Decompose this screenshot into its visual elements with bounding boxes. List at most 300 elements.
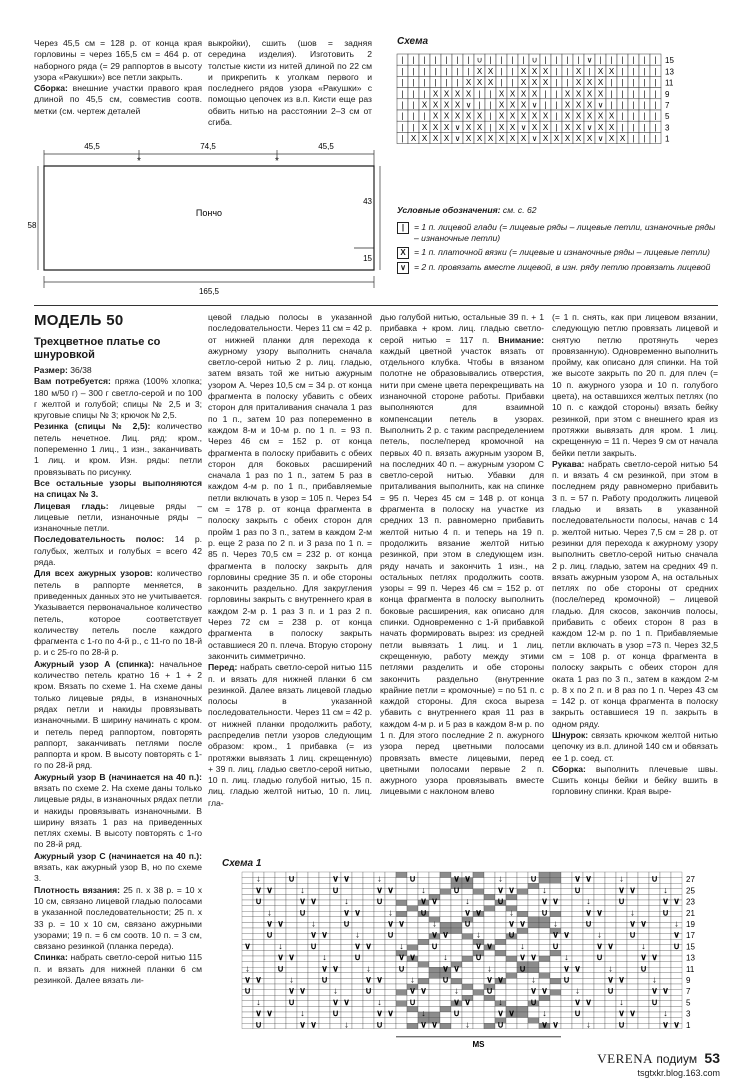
scheme1-symbol: ∨ bbox=[420, 1019, 427, 1030]
scheme1-cell bbox=[539, 928, 550, 934]
scheme1-cell bbox=[319, 945, 330, 951]
scheme1-cell bbox=[583, 1006, 594, 1012]
scheme1-cell bbox=[517, 894, 528, 900]
scheme-symbol: | bbox=[478, 89, 481, 99]
scheme-symbol: | bbox=[401, 134, 404, 144]
scheme1-cell bbox=[561, 1018, 572, 1024]
scheme1-cell bbox=[451, 978, 462, 984]
scheme1-cell bbox=[264, 1001, 275, 1007]
scheme1-cell bbox=[550, 956, 561, 962]
scheme-symbol: X bbox=[498, 89, 505, 99]
scheme1-cell bbox=[407, 906, 418, 912]
scheme1-cell bbox=[352, 1012, 363, 1018]
scheme1-cell bbox=[462, 945, 473, 951]
scheme1-cell bbox=[627, 962, 638, 968]
scheme1-symbol: ↓ bbox=[520, 940, 525, 951]
scheme1-cell bbox=[627, 990, 638, 996]
scheme-symbol: | bbox=[401, 89, 404, 99]
scheme1-cell bbox=[572, 928, 583, 934]
scheme1-symbol: ∨ bbox=[277, 918, 284, 929]
scheme1-cell bbox=[616, 950, 627, 956]
scheme1-cell bbox=[352, 894, 363, 900]
scheme1-cell bbox=[264, 1018, 275, 1024]
scheme1-symbol: ∨ bbox=[431, 929, 438, 940]
scheme-symbol: X bbox=[575, 100, 582, 110]
scheme1-cell bbox=[484, 883, 495, 889]
scheme1-cell bbox=[671, 1001, 682, 1007]
scheme-symbol: X bbox=[476, 134, 483, 144]
scheme1-cell bbox=[506, 967, 517, 973]
scheme1-symbol: ∪ bbox=[398, 963, 405, 974]
scheme1-cell bbox=[660, 973, 671, 979]
scheme1-cell bbox=[671, 950, 682, 956]
scheme1-symbol: ∨ bbox=[640, 952, 647, 963]
scheme1-cell bbox=[594, 967, 605, 973]
page-footer bbox=[540, 1050, 720, 1067]
scheme1-cell bbox=[275, 990, 286, 996]
scheme1-cell bbox=[253, 990, 264, 996]
scheme1-cell bbox=[242, 956, 253, 962]
scheme1-cell bbox=[517, 889, 528, 895]
scheme1-cell bbox=[440, 883, 451, 889]
scheme-symbol: X bbox=[443, 134, 450, 144]
scheme1-cell bbox=[407, 1006, 418, 1012]
scheme1-cell bbox=[605, 878, 616, 884]
scheme1-cell bbox=[286, 911, 297, 917]
scheme1-symbol: ↓ bbox=[454, 985, 459, 996]
scheme1-cell bbox=[440, 1012, 451, 1018]
scheme-symbol: | bbox=[654, 100, 657, 110]
scheme1-cell bbox=[561, 1001, 572, 1007]
scheme1-cell bbox=[418, 928, 429, 934]
scheme1-cell bbox=[242, 1006, 253, 1012]
scheme-symbol: X bbox=[454, 111, 461, 121]
scheme-symbol: X bbox=[509, 122, 516, 132]
scheme1-cell bbox=[440, 1001, 451, 1007]
scheme-symbol: X bbox=[509, 89, 516, 99]
scheme1-cell bbox=[385, 995, 396, 1001]
scheme1-cell bbox=[517, 1012, 528, 1018]
scheme1-symbol: ∪ bbox=[387, 929, 394, 940]
scheme1-cell bbox=[352, 990, 363, 996]
scheme1-cell bbox=[473, 995, 484, 1001]
scheme1-cell bbox=[286, 906, 297, 912]
scheme1-cell bbox=[319, 1001, 330, 1007]
scheme1-cell bbox=[242, 900, 253, 906]
scheme1-cell bbox=[253, 928, 264, 934]
scheme-symbol: X bbox=[575, 78, 582, 88]
scheme1-symbol: ∨ bbox=[343, 996, 350, 1007]
scheme1-cell bbox=[462, 956, 473, 962]
scheme-symbol: ∨ bbox=[454, 134, 461, 144]
scheme1-cell bbox=[616, 928, 627, 934]
scheme1-cell bbox=[242, 872, 253, 878]
scheme-symbol: | bbox=[434, 78, 437, 88]
paragraph bbox=[552, 459, 718, 730]
scheme1-cell bbox=[396, 978, 407, 984]
scheme-symbol: | bbox=[643, 78, 646, 88]
scheme1-cell bbox=[473, 1018, 484, 1024]
scheme1-cell bbox=[264, 956, 275, 962]
text-span: выполнить плечевые швы. Сшить концы бейки и бейку вшить в горловину спинки. Края выре- bbox=[552, 763, 718, 797]
scheme1-symbol: ∪ bbox=[365, 985, 372, 996]
scheme-symbol: | bbox=[621, 66, 624, 76]
scheme-symbol: X bbox=[542, 111, 549, 121]
scheme1-cell bbox=[638, 984, 649, 990]
scheme1-cell bbox=[550, 990, 561, 996]
scheme1-cell bbox=[396, 878, 407, 884]
scheme-symbol: X bbox=[564, 111, 571, 121]
scheme1-cell bbox=[330, 917, 341, 923]
scheme1-cell bbox=[275, 1018, 286, 1024]
scheme1-cell bbox=[264, 939, 275, 945]
scheme1-symbol: ∪ bbox=[464, 918, 471, 929]
dim-top-left: 45,5 bbox=[84, 142, 100, 151]
scheme1-cell bbox=[638, 934, 649, 940]
scheme-symbol: X bbox=[586, 111, 593, 121]
scheme1-cell bbox=[341, 956, 352, 962]
scheme1-cell bbox=[341, 945, 352, 951]
scheme-symbol: | bbox=[654, 66, 657, 76]
scheme1-cell bbox=[341, 934, 352, 940]
scheme1-cell bbox=[385, 1018, 396, 1024]
scheme1-cell bbox=[528, 883, 539, 889]
scheme1-cell bbox=[605, 917, 616, 923]
row-number: 7 bbox=[665, 101, 670, 110]
scheme1-cell bbox=[341, 990, 352, 996]
scheme1-cell bbox=[275, 1006, 286, 1012]
scheme1-symbol: ∨ bbox=[431, 1019, 438, 1030]
scheme1-cell bbox=[330, 906, 341, 912]
scheme1-cell bbox=[671, 973, 682, 979]
scheme1-symbol: ∨ bbox=[662, 1019, 669, 1030]
scheme1-cell bbox=[561, 1012, 572, 1018]
scheme1-cell bbox=[495, 990, 506, 996]
scheme1-symbol: ↓ bbox=[256, 996, 261, 1007]
scheme1-cell bbox=[528, 917, 539, 923]
scheme1-cell bbox=[396, 1018, 407, 1024]
scheme1-cell bbox=[341, 1012, 352, 1018]
scheme1-cell bbox=[308, 911, 319, 917]
scheme1-symbol: ∪ bbox=[332, 884, 339, 895]
scheme1-cell bbox=[308, 973, 319, 979]
scheme1-cell bbox=[627, 939, 638, 945]
model-number: МОДЕЛЬ 50 bbox=[34, 312, 124, 329]
scheme1-cell bbox=[363, 900, 374, 906]
scheme-symbol: | bbox=[654, 89, 657, 99]
scheme1-symbol: ∨ bbox=[563, 963, 570, 974]
scheme1-cell bbox=[506, 945, 517, 951]
scheme1-cell bbox=[649, 928, 660, 934]
scheme1-symbol: ∨ bbox=[321, 929, 328, 940]
paragraph bbox=[34, 851, 202, 885]
scheme1-cell bbox=[264, 978, 275, 984]
scheme1-cell bbox=[528, 911, 539, 917]
scheme1-grid bbox=[222, 872, 712, 1047]
scheme-symbol: | bbox=[456, 66, 459, 76]
scheme1-symbol: ↓ bbox=[663, 1008, 668, 1019]
scheme1-cell bbox=[473, 900, 484, 906]
scheme1-symbol: ∪ bbox=[409, 873, 416, 884]
scheme-symbol: X bbox=[619, 134, 626, 144]
scheme1-symbol: ↓ bbox=[377, 996, 382, 1007]
scheme1-symbol: ∪ bbox=[552, 940, 559, 951]
scheme1-cell bbox=[396, 1012, 407, 1018]
page-number: 53 bbox=[704, 1050, 720, 1066]
scheme1-symbol: ∨ bbox=[618, 974, 625, 985]
scheme1-cell bbox=[506, 990, 517, 996]
poncho-label: Пончо bbox=[195, 208, 223, 218]
scheme1-cell bbox=[396, 928, 407, 934]
scheme1-cell bbox=[528, 934, 539, 940]
scheme1-cell bbox=[594, 973, 605, 979]
scheme-symbol: | bbox=[621, 55, 624, 65]
scheme1-symbol: ↓ bbox=[465, 1019, 470, 1030]
scheme1-cell bbox=[506, 1001, 517, 1007]
scheme-symbol: | bbox=[434, 55, 437, 65]
scheme1-cell bbox=[539, 945, 550, 951]
scheme1-cell bbox=[363, 906, 374, 912]
scheme1-cell bbox=[484, 872, 495, 878]
scheme1-cell bbox=[627, 900, 638, 906]
text-span: каждый цветной участок вязать от отдельного клубка. Чтобы в вязаном полотне не образовывались отверстия, нити при смене цвета перекрещивать на изнаночной стороне работы. Прибавки выполняются для взаимной компенсации петель в узорах. Выполнить 2 р. с таким распределением петель, после/перед кромочной на первых 40 п. вязать ажурным узором В, на последних 40 п. – ажурным узором С светло-серой нитью. Убавки для приталивания выполнить, как на спинке = 95 п. Через 45 см = 148 р. от конца фрагмента в полоску на участке из средних 13 п. равномерно прибавить желтой нитью 4 п. и теперь на 19 п. продолжить вязание желтой нитью резинкой, при этом в следующем изн. ряду начать и закончить 1 изн., на остальных петлях продолжить соотв. узоры = 99 п. Через 46 см = 152 р. от конца фрагмента в полоску выполнить боковые расширения, как описано для спинки. Одновременно с 1-й прибавкой начать формировать вырез: из средней петли вывязать 1 лиц. и 1 лиц. скрещенную, работу между этими петлями разделить и обе стороны закончить раздельно (внутренние крайние петли = кромочные) = по 51 п. с каждой стороны. Для скоса выреза убавить с внутреннего края 11 раз в каждом 4-м р. и 5 раз в каждом 8-м р. по 1 п. Для этого последние 2 п. ажурного узора перед цветными полосами провязать вместе лицевыми, перед цветными полосами первые 2 п. ажурного узора провязывать вместе лицевыми с наклоном влево bbox=[380, 345, 544, 797]
scheme1-symbol: ∨ bbox=[299, 896, 306, 907]
scheme1-cell bbox=[330, 1018, 341, 1024]
scheme1-symbol: ↓ bbox=[388, 907, 393, 918]
scheme1-cell bbox=[440, 939, 451, 945]
scheme1-cell bbox=[605, 900, 616, 906]
scheme1-cell bbox=[275, 1001, 286, 1007]
scheme1-cell bbox=[649, 962, 660, 968]
scheme1-cell bbox=[440, 984, 451, 990]
scheme1-symbol: ↓ bbox=[564, 952, 569, 963]
scheme1-cell bbox=[572, 934, 583, 940]
scheme-symbol: | bbox=[632, 100, 635, 110]
paragraph bbox=[34, 952, 202, 986]
scheme1-cell bbox=[627, 1001, 638, 1007]
scheme-symbol: ∪ bbox=[476, 55, 483, 65]
scheme1-cell bbox=[253, 922, 264, 928]
scheme1-cell bbox=[308, 995, 319, 1001]
scheme1-cell bbox=[385, 962, 396, 968]
scheme1-symbol: ∪ bbox=[618, 896, 625, 907]
scheme1-cell bbox=[352, 872, 363, 878]
scheme1-cell bbox=[407, 945, 418, 951]
model-title: Трехцветное платье со шнуровкой bbox=[34, 336, 161, 361]
scheme1-cell bbox=[583, 978, 594, 984]
scheme1-cell bbox=[649, 1018, 660, 1024]
scheme-symbol: X bbox=[465, 78, 472, 88]
scheme-symbol: X bbox=[575, 134, 582, 144]
scheme1-cell bbox=[616, 962, 627, 968]
scheme-symbol: | bbox=[456, 78, 459, 88]
scheme1-cell bbox=[649, 889, 660, 895]
scheme1-symbol: ↓ bbox=[267, 907, 272, 918]
scheme-symbol: X bbox=[487, 78, 494, 88]
scheme1-cell bbox=[462, 889, 473, 895]
scheme1-cell bbox=[253, 934, 264, 940]
scheme1-cell bbox=[539, 878, 550, 884]
scheme1-symbol: ∪ bbox=[255, 1019, 262, 1030]
scheme-symbol: | bbox=[566, 66, 569, 76]
scheme1-cell bbox=[264, 950, 275, 956]
scheme1-cell bbox=[473, 922, 484, 928]
scheme1-cell bbox=[385, 1001, 396, 1007]
scheme-symbol: X bbox=[421, 100, 428, 110]
scheme1-cell bbox=[660, 945, 671, 951]
scheme1-symbol: ∨ bbox=[607, 974, 614, 985]
scheme1-cell bbox=[594, 995, 605, 1001]
scheme1-cell bbox=[264, 945, 275, 951]
scheme1-cell bbox=[473, 1006, 484, 1012]
scheme1-cell bbox=[660, 967, 671, 973]
scheme1-cell bbox=[429, 911, 440, 917]
scheme1-symbol: ↓ bbox=[256, 873, 261, 884]
paragraph-text: лицевые ряды – лицевые петли, изнаночные ряды – изнаночные петли. bbox=[34, 500, 202, 534]
scheme1-cell bbox=[407, 917, 418, 923]
scheme1-cell bbox=[572, 973, 583, 979]
scheme-symbol: X bbox=[432, 134, 439, 144]
scheme-symbol: | bbox=[423, 66, 426, 76]
paragraph-lead: Ажурный узор В (начинается на 40 п.): bbox=[34, 771, 202, 782]
scheme1-cell bbox=[308, 889, 319, 895]
scheme1-cell bbox=[352, 973, 363, 979]
scheme1-cell bbox=[275, 928, 286, 934]
scheme1-cell bbox=[627, 1018, 638, 1024]
scheme-symbol: | bbox=[401, 122, 404, 132]
scheme1-title: Схема 1 bbox=[222, 858, 262, 869]
scheme1-cell bbox=[275, 911, 286, 917]
scheme1-cell bbox=[627, 872, 638, 878]
scheme1-cell bbox=[429, 950, 440, 956]
scheme1-symbol: ∨ bbox=[376, 1008, 383, 1019]
scheme-symbol: | bbox=[621, 122, 624, 132]
paragraph-lead: Вам потребуется: bbox=[34, 376, 111, 387]
scheme-symbol: X bbox=[575, 111, 582, 121]
scheme1-cell bbox=[440, 990, 451, 996]
scheme1-symbol: ↓ bbox=[278, 940, 283, 951]
scheme-symbol: X bbox=[465, 89, 472, 99]
scheme-symbol: | bbox=[489, 100, 492, 110]
scheme1-cell bbox=[495, 911, 506, 917]
scheme1-symbol: ∨ bbox=[475, 940, 482, 951]
paragraph: (= 1 п. снять, как при лицевом вязании, следующую петлю провязать лицевой и снятую петлю протянуть через провязанную). Одновременно выполнить пройму, как описано для спинки. На той же высоте закрыть по 20 п. для плеч (= 10 п. ажурного узора и 10 п. голубого цвета), на оставшихся желтых петлях (по 10 п. с каждой стороны) вязать бейку резинкой, при этом с внешнего края из протяжки вывязать для кром. 1 лиц. скрещенную = 11 п. Через 9 см от начала бейки петли закрыть. bbox=[552, 312, 718, 458]
scheme1-symbol: ∪ bbox=[640, 963, 647, 974]
scheme1-symbol: ∪ bbox=[332, 1008, 339, 1019]
paragraph-lead: Ажурный узор А (спинка): bbox=[34, 658, 155, 669]
scheme1-cell bbox=[352, 967, 363, 973]
scheme1-cell bbox=[517, 1023, 528, 1029]
scheme-symbol: | bbox=[588, 66, 591, 76]
scheme1-cell bbox=[374, 956, 385, 962]
scheme-symbol: | bbox=[412, 78, 415, 88]
paragraph bbox=[552, 764, 718, 798]
scheme1-cell bbox=[275, 1023, 286, 1029]
scheme1-cell bbox=[660, 917, 671, 923]
scheme1-cell bbox=[440, 872, 451, 878]
scheme1-cell bbox=[627, 950, 638, 956]
scheme1-cell bbox=[638, 906, 649, 912]
scheme1-cell bbox=[506, 878, 517, 884]
scheme1-cell bbox=[363, 1023, 374, 1029]
scheme1-cell bbox=[275, 878, 286, 884]
scheme1-cell bbox=[297, 939, 308, 945]
scheme1-cell bbox=[429, 906, 440, 912]
scheme1-cell bbox=[561, 995, 572, 1001]
scheme1-cell bbox=[638, 973, 649, 979]
scheme-symbol: | bbox=[632, 89, 635, 99]
scheme1-cell bbox=[385, 978, 396, 984]
poncho-outline bbox=[44, 166, 374, 270]
paragraph-lead: Размер: bbox=[34, 365, 68, 375]
scheme-symbol: X bbox=[553, 134, 560, 144]
scheme1-symbol: ∪ bbox=[288, 996, 295, 1007]
scheme1-cell bbox=[429, 962, 440, 968]
scheme1-symbol: ∪ bbox=[321, 974, 328, 985]
scheme1-symbol: ↓ bbox=[355, 929, 360, 940]
scheme1-cell bbox=[396, 995, 407, 1001]
scheme-symbol: X bbox=[498, 134, 505, 144]
scheme1-cell bbox=[418, 967, 429, 973]
scheme1-symbol: ∨ bbox=[530, 985, 537, 996]
scheme1-cell bbox=[583, 956, 594, 962]
scheme1-symbol: ∪ bbox=[673, 940, 680, 951]
scheme1-cell bbox=[407, 1018, 418, 1024]
scheme1-symbol: ∪ bbox=[563, 974, 570, 985]
scheme-symbol: | bbox=[643, 134, 646, 144]
scheme1-cell bbox=[330, 894, 341, 900]
scheme-symbol: X bbox=[520, 66, 527, 76]
scheme1-cell bbox=[484, 922, 495, 928]
scheme1-cell bbox=[352, 962, 363, 968]
scheme1-symbol: ∪ bbox=[442, 974, 449, 985]
scheme-symbol: | bbox=[401, 111, 404, 121]
scheme-symbol: X bbox=[597, 78, 604, 88]
scheme1-symbol: ∨ bbox=[673, 896, 680, 907]
scheme1-cell bbox=[374, 922, 385, 928]
scheme1-symbol: ∨ bbox=[541, 896, 548, 907]
scheme1-symbol: ∨ bbox=[431, 896, 438, 907]
scheme-symbol: X bbox=[520, 78, 527, 88]
scheme-symbol: X bbox=[421, 134, 428, 144]
scheme1-cell bbox=[440, 1006, 451, 1012]
scheme1-cell bbox=[517, 1018, 528, 1024]
magazine-subtitle: подиум bbox=[656, 1052, 698, 1066]
scheme1-cell bbox=[550, 883, 561, 889]
scheme1-cell bbox=[374, 939, 385, 945]
scheme1-cell bbox=[396, 984, 407, 990]
scheme-symbol: X bbox=[586, 89, 593, 99]
row-number: 7 bbox=[686, 987, 691, 997]
scheme1-cell bbox=[242, 934, 253, 940]
scheme-symbol: X bbox=[608, 122, 615, 132]
scheme1-cell bbox=[286, 939, 297, 945]
scheme1-cell bbox=[352, 1023, 363, 1029]
scheme1-symbol: ∨ bbox=[585, 907, 592, 918]
scheme1-symbol: ↓ bbox=[531, 974, 536, 985]
scheme-symbol: | bbox=[544, 55, 547, 65]
scheme-symbol: | bbox=[456, 55, 459, 65]
dim-left: 58 bbox=[27, 221, 37, 230]
paragraph bbox=[552, 730, 718, 764]
scheme1-cell bbox=[539, 922, 550, 928]
scheme1-symbol: ∨ bbox=[497, 1008, 504, 1019]
scheme1-cell bbox=[429, 956, 440, 962]
row-number: 13 bbox=[686, 953, 695, 963]
legend-item bbox=[397, 222, 717, 244]
scheme1-symbol: ∪ bbox=[618, 1019, 625, 1030]
scheme1-symbol: ∪ bbox=[596, 952, 603, 963]
